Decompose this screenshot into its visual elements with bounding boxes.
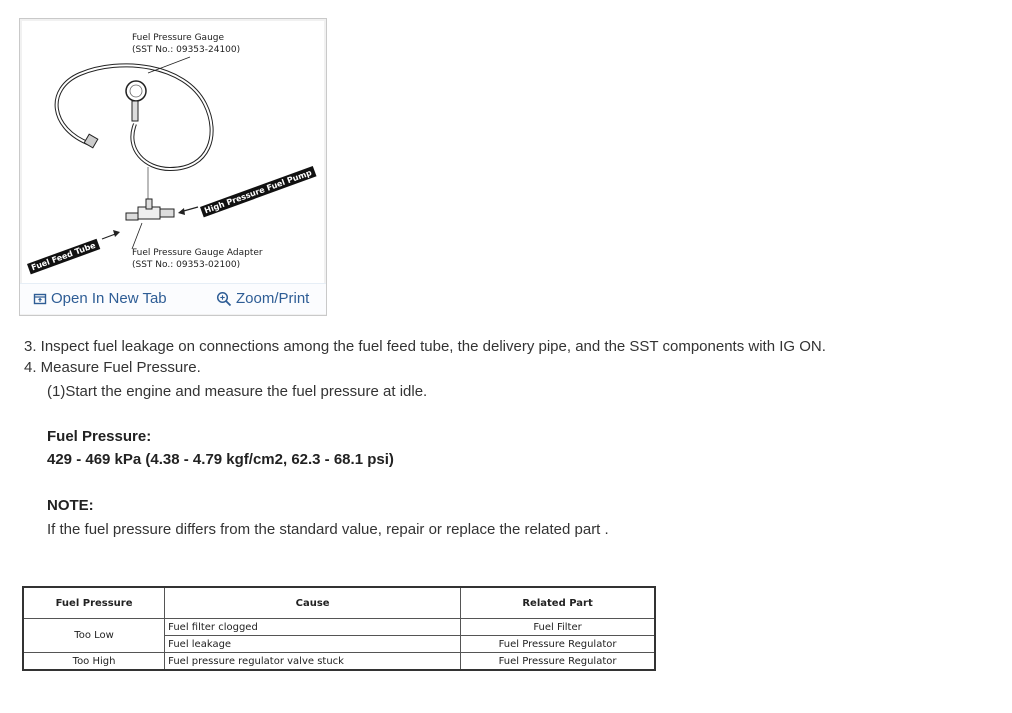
- step-4-substep: (1)Start the engine and measure the fuel pressure at idle.: [47, 383, 428, 400]
- diagram-figure: [19, 18, 327, 316]
- zoom-print-label: Zoom/Print: [236, 290, 310, 307]
- part-cell: Fuel Pressure Regulator: [461, 636, 655, 653]
- gauge-label-name: Fuel Pressure Gauge: [132, 33, 225, 43]
- gauge-label-sst: (SST No.: 09353-24100): [132, 45, 241, 55]
- cause-cell: Fuel pressure regulator valve stuck: [165, 653, 461, 671]
- gauge-label: [132, 32, 240, 56]
- pressure-cell: Too High: [23, 653, 165, 671]
- note-heading: NOTE:: [47, 497, 94, 514]
- fuel-gauge-diagram: [20, 19, 326, 283]
- header-related-part: Related Part: [461, 587, 655, 619]
- table-row: [23, 619, 655, 636]
- adapter-label-name: Fuel Pressure Gauge Adapter: [132, 248, 263, 258]
- adapter-label: [132, 247, 263, 271]
- spec-value: 429 - 469 kPa (4.38 - 4.79 kgf/cm2, 62.3 - 68.1 psi): [47, 451, 394, 468]
- zoom-print-link[interactable]: [216, 290, 309, 307]
- table-row: [23, 653, 655, 671]
- header-cause: Cause: [165, 587, 461, 619]
- pressure-cell: Too Low: [23, 619, 165, 653]
- adapter-label-sst: (SST No.: 09353-02100): [132, 260, 241, 270]
- spec-heading: Fuel Pressure:: [47, 428, 152, 445]
- note-text: If the fuel pressure differs from the standard value, repair or replace the related part .: [47, 521, 609, 538]
- table-header-row: [23, 587, 655, 619]
- fuel-pressure-table: [22, 586, 656, 671]
- header-fuel-pressure: Fuel Pressure: [23, 587, 165, 619]
- part-cell: Fuel Pressure Regulator: [461, 653, 655, 671]
- cause-cell: Fuel filter clogged: [165, 619, 461, 636]
- open-new-tab-link[interactable]: [33, 290, 167, 307]
- high-pressure-pump-tag: High Pressure Fuel Pump: [200, 166, 316, 217]
- figure-actions: [20, 283, 326, 314]
- step-3: 3. Inspect fuel leakage on connections among the fuel feed tube, the delivery pipe, and the SST components with IG ON.: [24, 338, 826, 355]
- part-cell: Fuel Filter: [461, 619, 655, 636]
- open-new-tab-label: Open In New Tab: [51, 290, 167, 307]
- cause-cell: Fuel leakage: [165, 636, 461, 653]
- step-4: 4. Measure Fuel Pressure.: [24, 359, 201, 376]
- new-tab-icon: [33, 292, 47, 306]
- fuel-feed-tube-tag: Fuel Feed Tube: [27, 239, 100, 275]
- zoom-icon: [216, 291, 232, 307]
